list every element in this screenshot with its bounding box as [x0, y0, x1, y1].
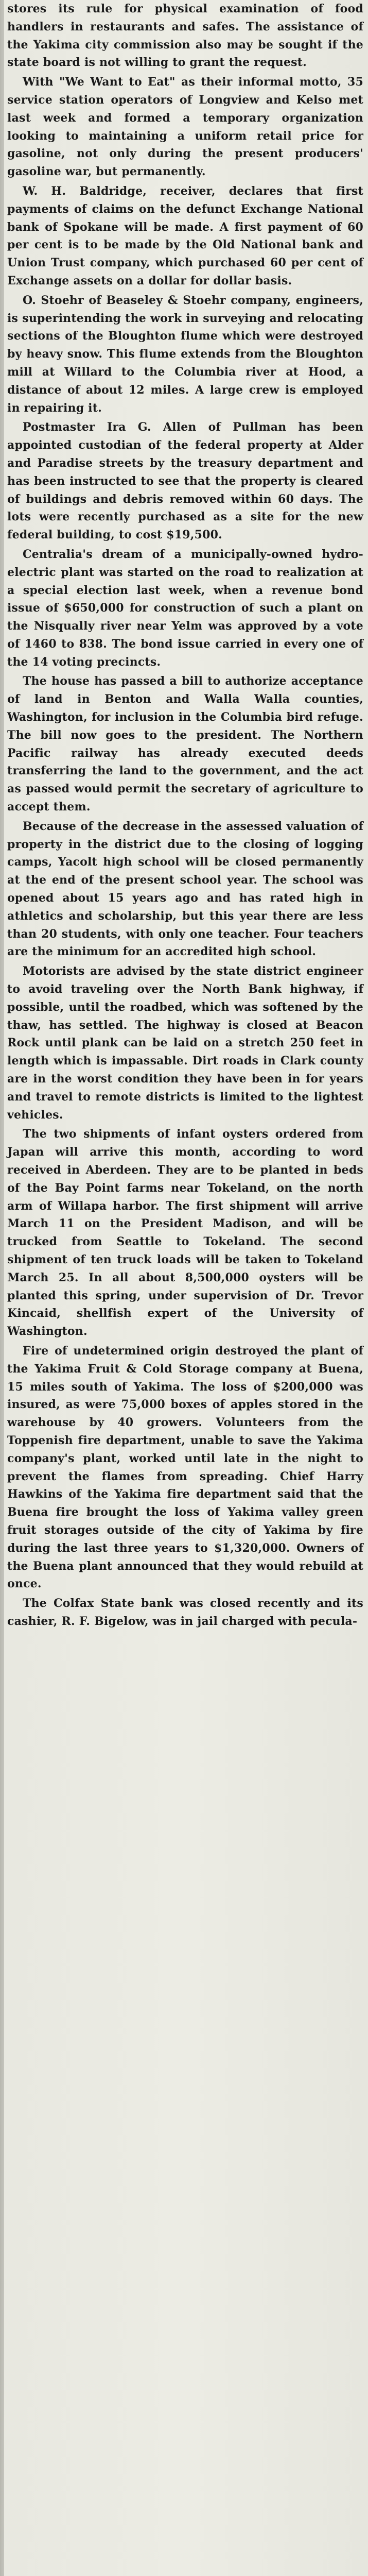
news-item-centralia-hydro: Centralia's dream of a municipally-owned hydro-electric plant was started on the road to realization at a special election last week, when a revenue bond issue of $650,000 for construction of such a plant on the Nisqually river near Yelm was approved by a vote of 1460 to 838. The bond issue carried in every one of the 14 voting precincts.	[7, 547, 363, 669]
news-item-colfax-bank: The Colfax State bank was closed recently and its cashier, R. F. Bigelow, was in jail charged with pecula-	[7, 1597, 363, 1628]
page-fold-shadow	[0, 0, 4, 2576]
news-item-bird-refuge: The house has passed a bill to authorize acceptance of land in Benton and Walla Walla counties, Washington, for inclusion in the Columbia bird refuge. The bill now goes to the president. The Northern Pacific railway has already executed deeds transferring the land to the government, and the act as passed would permit the secretary of agriculture to accept them.	[7, 674, 363, 814]
news-item-yacolt-school: Because of the decrease in the assessed valuation of property in the district due to the closing of logging camps, Yacolt high school will be closed permanently at the end of the present school year. The school was opened about 15 years ago and has rated high in athletics and scholarship, but this year there are less than 20 students, with only one teacher. Four teachers are the minimum for an accredited high school.	[7, 819, 363, 959]
news-item-north-bank-highway: Motorists are advised by the state district engineer to avoid traveling over the North Bank highway, if possible, until the roadbed, which was softened by the thaw, has settled. The highway is closed at Beacon Rock until plank can be laid on a stretch 250 feet in length which is impassable. Dirt roads in Clark county are in the worst condition they have been in for years and travel to remote districts is limited to the lightest vehicles.	[7, 964, 363, 1122]
news-column	[7, 0, 363, 1632]
news-item-food-handlers: stores its rule for physical examination of food handlers in restaurants and safes. The assistance of the Yakima city commission also may be sought if the state board is not willing to grant the request.	[7, 2, 363, 70]
news-item-exchange-bank: W. H. Baldridge, receiver, declares that first payments of claims on the defunct Exchange National bank of Spokane will be made. A first payment of 60 per cent is to be made by the Old National bank and Union Trust company, which purchased 60 per cent of Exchange assets on a dollar for dollar basis.	[7, 184, 363, 287]
news-item-bloughton-flume: O. Stoehr of Beaseley & Stoehr company, engineers, is superintending the work in surveying and relocating sections of the Bloughton flume which were destroyed by heavy snow. This flume extends from the Bloughton mill at Willard to the Columbia river at Hood, a distance of about 12 miles. A large crew is employed in repairing it.	[7, 293, 363, 415]
news-item-gasoline-price: With "We Want to Eat" as their informal motto, 35 service station operators of Longview and Kelso met last week and formed a temporary organization looking to maintaining a uniform retail price for gasoline, not only during the present producers' gasoline war, but permanently.	[7, 75, 363, 179]
news-item-buena-fire: Fire of undetermined origin destroyed the plant of the Yakima Fruit & Cold Storage company at Buena, 15 miles south of Yakima. The loss of $200,000 was insured, as were 75,000 boxes of apples stored in the warehouse by 40 growers. Volunteers from the Toppenish fire department, unable to save the Yakima company's plant, worked until late in the night to prevent the flames from spreading. Chief Harry Hawkins of the Yakima fire department said that the Buena fire brought the loss of Yakima valley green fruit storages outside of the city of Yakima by fire during the last three years to $1,320,000. Owners of the Buena plant announced that they would rebuild at once.	[7, 1344, 363, 1591]
news-item-pullman-federal-site: Postmaster Ira G. Allen of Pullman has been appointed custodian of the federal property at Alder and Paradise streets by the treasury department and has been instructed to see that the property is cleared of buildings and debris removed within 60 days. The lots were recently purchased as a site for the new federal building, to cost $19,500.	[7, 420, 363, 542]
news-item-oyster-shipments: The two shipments of infant oysters ordered from Japan will arrive this month, according to word received in Aberdeen. They are to be planted in beds of the Bay Point farms near Tokeland, on the north arm of Willapa harbor. The first shipment will arrive March 11 on the President Madison, and will be trucked from Seattle to Tokeland. The second shipment of ten truck loads will be taken to Tokeland March 25. In all about 8,500,000 oysters will be planted this spring, under supervision of Dr. Trevor Kincaid, shellfish expert of the University of Washington.	[7, 1127, 363, 1338]
